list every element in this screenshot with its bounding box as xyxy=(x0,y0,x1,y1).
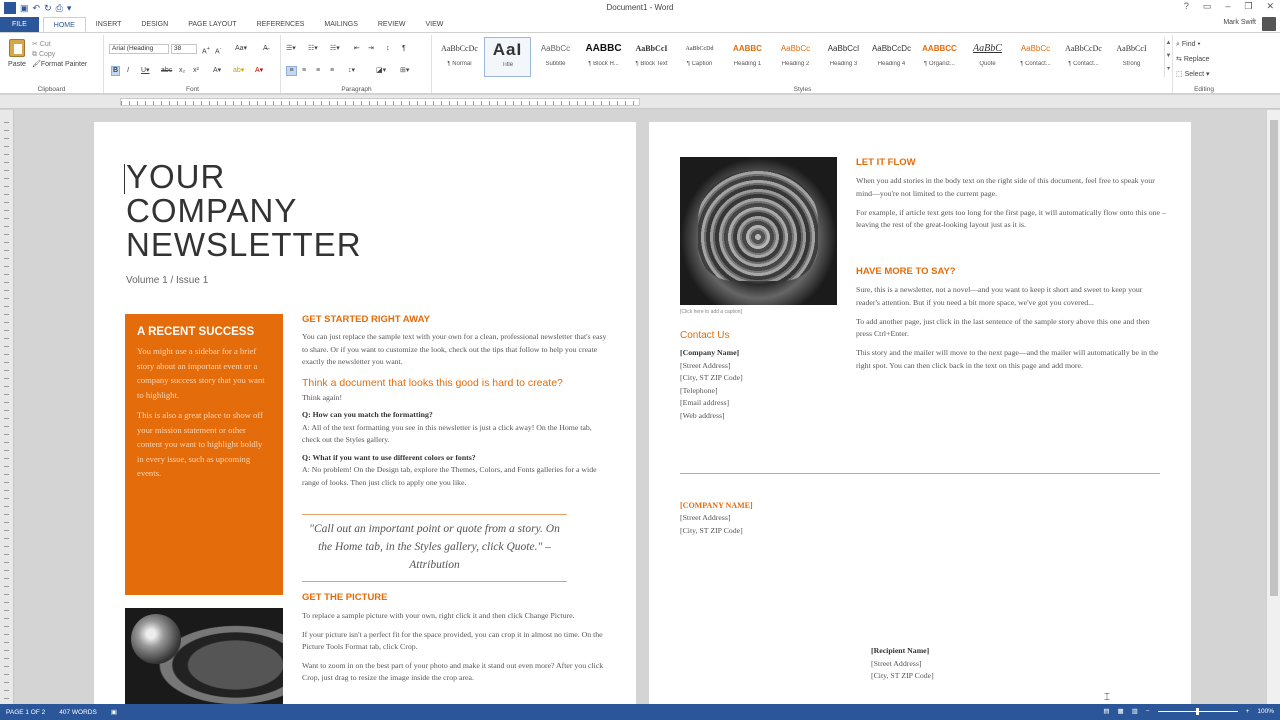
multilevel-list-icon[interactable]: ☵▾ xyxy=(330,45,340,52)
sidebar-paragraph: You might use a sidebar for a brief story about an important event or a company success story that you want to highlight. xyxy=(137,346,265,400)
brush-icon: 🖌 xyxy=(32,61,41,68)
sidebar-heading: A RECENT SUCCESS xyxy=(137,326,255,338)
select-button[interactable]: ⬚ Select ▾ xyxy=(1176,71,1210,78)
window-title: Document1 - Word xyxy=(606,3,674,12)
mailer-return-address[interactable]: [COMPANY NAME] [Street Address] [City, ST ZIP Code] xyxy=(680,501,753,535)
chevron-up-icon[interactable]: ▲ xyxy=(1165,40,1172,46)
title-bar xyxy=(0,0,1280,16)
body-paragraph: You can just replace the sample text with your own for a clean, professional newsletter that's easy to share. Or if you want to customize the look, check out the tips that follow to help you create exactly the newsletter you want. xyxy=(302,332,607,366)
scissors-icon: ✂ xyxy=(32,41,40,48)
replace-icon: ⇆ xyxy=(1176,56,1184,63)
clipboard-group xyxy=(0,35,104,93)
read-mode-icon[interactable]: ▤ xyxy=(1103,708,1110,715)
font-group-label: Font xyxy=(185,86,199,93)
font-size-combo[interactable]: 38 xyxy=(171,44,197,54)
style-block-text[interactable]: AaBbCcI ¶ Block Text xyxy=(635,44,668,67)
grow-font-icon[interactable]: A+ xyxy=(202,46,211,56)
find-button[interactable]: ⌕ Find ▾ xyxy=(1176,41,1201,48)
scrollbar-thumb[interactable] xyxy=(1270,120,1278,596)
style-strong[interactable]: AaBbCcI Strong xyxy=(1116,44,1147,67)
italic-button[interactable]: I xyxy=(127,67,129,74)
line-spacing-icon[interactable]: ↕▾ xyxy=(348,67,356,74)
bold-button[interactable]: B xyxy=(112,67,119,74)
style-heading-4[interactable]: AaBbCcDc Heading 4 xyxy=(871,44,912,67)
decrease-indent-icon[interactable]: ⇤ xyxy=(354,45,360,52)
body-paragraph: For example, if article text gets too long for the first page, it will automatically flow onto this one – leaving the rest of the great-looking layout just as it is. xyxy=(856,207,1166,230)
tab-view[interactable]: VIEW xyxy=(425,21,444,28)
section-heading: HAVE MORE TO SAY? xyxy=(856,266,956,277)
style-heading-1[interactable]: AABBC Heading 1 xyxy=(733,44,762,67)
tab-review[interactable]: REVIEW xyxy=(377,21,406,28)
subheading: Think a document that looks this good is hard to create? xyxy=(302,376,563,389)
text-effects-icon[interactable]: A▾ xyxy=(213,67,222,74)
shrink-font-icon[interactable]: A- xyxy=(215,46,222,56)
text-cursor xyxy=(124,164,125,194)
style-normal[interactable]: AaBbCcDc ¶ Normal xyxy=(441,44,478,67)
format-painter-button[interactable]: 🖌Format Painter xyxy=(32,61,88,68)
show-marks-icon[interactable]: ¶ xyxy=(402,45,406,52)
volume-issue[interactable]: Volume 1 / Issue 1 xyxy=(126,275,209,286)
strikethrough-button[interactable]: abc xyxy=(161,67,173,74)
zoom-slider[interactable] xyxy=(1158,711,1238,712)
replace-button[interactable]: ⇆ Replace xyxy=(1176,56,1210,63)
tab-references[interactable]: REFERENCES xyxy=(256,21,305,28)
find-icon: ⌕ xyxy=(1176,41,1182,48)
tab-mailings[interactable]: MAILINGS xyxy=(324,21,358,28)
pull-quote[interactable]: "Call out an important point or quote from a story. On the Home tab, in the Styles gallery, click Quote." – Attribution xyxy=(302,514,567,582)
minimize-icon[interactable]: – xyxy=(1225,1,1231,11)
ribbon-display-icon[interactable]: ▭ xyxy=(1202,1,1212,11)
body-paragraph: To replace a sample picture with your own, right click it and then click Change Picture. xyxy=(302,611,575,620)
zoom-level[interactable]: 100% xyxy=(1257,707,1274,715)
cut-button[interactable]: ✂ Cut xyxy=(32,41,51,48)
tab-file[interactable]: FILE xyxy=(0,17,39,32)
tab-page-layout[interactable]: PAGE LAYOUT xyxy=(188,21,237,28)
proofing-icon[interactable]: ▣ xyxy=(110,709,117,716)
underline-button[interactable]: U▾ xyxy=(141,67,150,74)
style-contact-heading[interactable]: AaBbCc ¶ Contact... xyxy=(1020,44,1051,67)
borders-icon[interactable]: ⊞▾ xyxy=(400,67,410,74)
increase-indent-icon[interactable]: ⇥ xyxy=(368,45,374,52)
zoom-in-icon[interactable]: + xyxy=(1245,707,1250,715)
answer: A: All of the text formatting you see in this newsletter is just a click away! On the Home tab, check out the Styles gallery. xyxy=(302,422,592,444)
tab-insert[interactable]: INSERT xyxy=(95,21,122,28)
ribbon xyxy=(0,32,1280,94)
highlight-color-icon[interactable]: ab▾ xyxy=(233,67,245,74)
word-count[interactable]: 407 WORDS xyxy=(59,708,97,716)
clear-formatting-icon[interactable]: A̶ xyxy=(263,45,268,52)
undo-icon[interactable]: ↶ xyxy=(32,3,41,13)
font-color-icon[interactable]: A▾ xyxy=(255,67,264,74)
get-started-section[interactable] xyxy=(302,314,607,489)
customize-qat-icon[interactable]: ▾ xyxy=(66,3,72,13)
sidebar-box[interactable] xyxy=(125,314,283,595)
help-icon[interactable]: ? xyxy=(1183,1,1189,11)
style-caption[interactable]: AaBbCcDd ¶ Caption xyxy=(685,46,714,67)
sidebar-paragraph: This is also a great place to show off your mission statement or other content you want to highlight boldly in every issue, such as upcoming events. xyxy=(137,410,263,478)
change-case-icon[interactable]: Aa▾ xyxy=(235,45,248,52)
chevron-down-icon[interactable]: ▼ xyxy=(1165,53,1172,59)
section-heading: LET IT FLOW xyxy=(856,157,916,168)
body-paragraph: This story and the mailer will move to the next page—and the mailer will automatically be in the right spot. You can then click back in the text on this page and add more. xyxy=(856,348,1159,370)
styles-group-label: Styles xyxy=(793,86,812,93)
shading-icon[interactable]: ◪▾ xyxy=(376,67,387,74)
page-2[interactable] xyxy=(649,122,1191,704)
editing-group-label: Editing xyxy=(1194,86,1214,93)
question: Q: What if you want to use different colors or fonts? xyxy=(302,452,476,462)
body-paragraph: Want to zoom in on the best part of your photo and make it stand out even more? After you click Crop, just drag to resize the image inside the crop area. xyxy=(302,660,604,682)
body-paragraph: Sure, this is a newsletter, not a novel—and you want to keep it short and sweet to keep your reader's attention. But if you need a bit more space, we've got you covered... xyxy=(856,285,1143,307)
restore-icon[interactable]: ❐ xyxy=(1244,1,1253,11)
save-icon[interactable]: ▣ xyxy=(20,3,29,13)
bullets-icon[interactable]: ☰▾ xyxy=(286,45,296,52)
mouse-cursor-icon: ⌶ xyxy=(1104,692,1110,703)
vertical-ruler[interactable] xyxy=(0,110,14,704)
more-styles-icon[interactable]: ▾ xyxy=(1166,66,1170,72)
clipboard-label: Clipboard xyxy=(37,86,66,93)
redo-icon[interactable]: ↻ xyxy=(44,3,52,13)
paste-button[interactable]: Paste xyxy=(6,39,28,77)
section-heading: GET STARTED RIGHT AWAY xyxy=(302,314,430,325)
body-paragraph: Think again! xyxy=(302,392,343,402)
have-more-section[interactable] xyxy=(856,266,1166,373)
align-center-button[interactable]: ≡ xyxy=(302,67,307,74)
let-it-flow-section[interactable] xyxy=(856,157,1166,232)
camera-lens-photo[interactable] xyxy=(125,608,283,704)
body-paragraph: To add another page, just click in the last sentence of the sample story above this one and then press Ctrl+Enter. xyxy=(856,316,1150,339)
superscript-button[interactable]: x² xyxy=(193,67,199,74)
sort-icon[interactable]: ↕ xyxy=(386,45,390,52)
numbering-icon[interactable]: ☷▾ xyxy=(308,45,318,52)
section-heading: GET THE PICTURE xyxy=(302,592,388,603)
body-paragraph: If your picture isn't a perfect fit for the space provided, you can crop it in almost no time. On the Picture Tools Format tab, click Crop. xyxy=(302,629,603,651)
tab-design[interactable]: DESIGN xyxy=(141,21,169,28)
mailer-divider xyxy=(680,473,1160,474)
zoom-out-icon[interactable]: − xyxy=(1145,707,1150,715)
paragraph-group xyxy=(282,35,432,93)
copy-icon: ⧉ xyxy=(32,51,39,58)
print-icon[interactable]: ⎙ xyxy=(55,3,63,13)
ornament-photo[interactable] xyxy=(680,157,837,305)
horizontal-ruler[interactable] xyxy=(0,95,1280,109)
page-count[interactable]: PAGE 1 OF 2 xyxy=(6,708,46,716)
align-right-button[interactable]: ≡ xyxy=(316,67,321,74)
style-heading-3[interactable]: AaBbCcI Heading 3 xyxy=(827,44,860,67)
styles-scroll[interactable] xyxy=(1164,37,1172,77)
avatar[interactable] xyxy=(1262,17,1276,31)
styles-gallery xyxy=(436,37,1162,79)
style-organization[interactable]: AABBCC ¶ Organiz... xyxy=(922,44,957,67)
photo-caption[interactable]: [Click here to add a caption] xyxy=(680,309,742,315)
user-name[interactable]: Mark Swift xyxy=(1223,19,1256,26)
status-bar xyxy=(0,704,1280,720)
style-subtitle[interactable]: AaBbCc Subtitle xyxy=(540,44,571,67)
justify-button[interactable]: ≡ xyxy=(330,67,335,74)
contact-heading: Contact Us xyxy=(680,330,730,341)
paragraph-group-label: Paragraph xyxy=(341,86,372,93)
align-left-button[interactable]: ≡ xyxy=(286,66,297,76)
contact-us-block[interactable]: Contact Us [Company Name] [Street Address] [City, ST ZIP Code] [Telephone] [Email address] [Web address] xyxy=(680,330,743,420)
style-heading-2[interactable]: AaBbCc Heading 2 xyxy=(780,44,811,67)
question: Q: How can you match the formatting? xyxy=(302,410,433,419)
get-picture-section[interactable] xyxy=(302,592,607,685)
copy-button[interactable]: ⧉ Copy xyxy=(32,51,56,58)
ribbon-tabs xyxy=(0,16,1280,32)
font-name-combo[interactable]: Arial (Heading xyxy=(109,44,169,54)
vertical-scrollbar[interactable] xyxy=(1266,110,1280,704)
select-icon: ⬚ xyxy=(1176,71,1185,78)
style-quote[interactable]: AaBbC Quote xyxy=(973,43,1002,67)
page-1[interactable] xyxy=(94,122,636,704)
print-layout-icon[interactable]: ▦ xyxy=(1117,708,1124,715)
close-icon[interactable]: ✕ xyxy=(1266,1,1274,11)
style-contact-info[interactable]: AaBbCcDc ¶ Contact... xyxy=(1065,44,1102,67)
answer: A: No problem! On the Design tab, explore the Themes, Colors, and Fonts galleries for a wide range of looks. Then just click to apply one you like. xyxy=(302,465,597,487)
newsletter-masthead[interactable]: YOUR COMPANY NEWSLETTER xyxy=(126,158,362,263)
recipient-address[interactable]: [Recipient Name] [Street Address] [City, ST ZIP Code] xyxy=(871,646,934,680)
web-layout-icon[interactable]: ▥ xyxy=(1131,708,1138,715)
paste-icon xyxy=(9,39,25,57)
body-paragraph: When you add stories in the body text on the right side of this document, feel free to speak your mind—you're not limited to the current page. xyxy=(856,176,1155,198)
font-group xyxy=(105,35,281,93)
tab-home[interactable]: HOME xyxy=(43,17,86,32)
document-canvas[interactable] xyxy=(14,110,1266,704)
word-logo-icon[interactable]: W xyxy=(5,3,15,13)
subscript-button[interactable]: x₂ xyxy=(179,67,186,74)
style-title[interactable]: AaI Title xyxy=(484,37,531,77)
style-block-heading[interactable]: AABBC ¶ Block H... xyxy=(585,43,622,67)
